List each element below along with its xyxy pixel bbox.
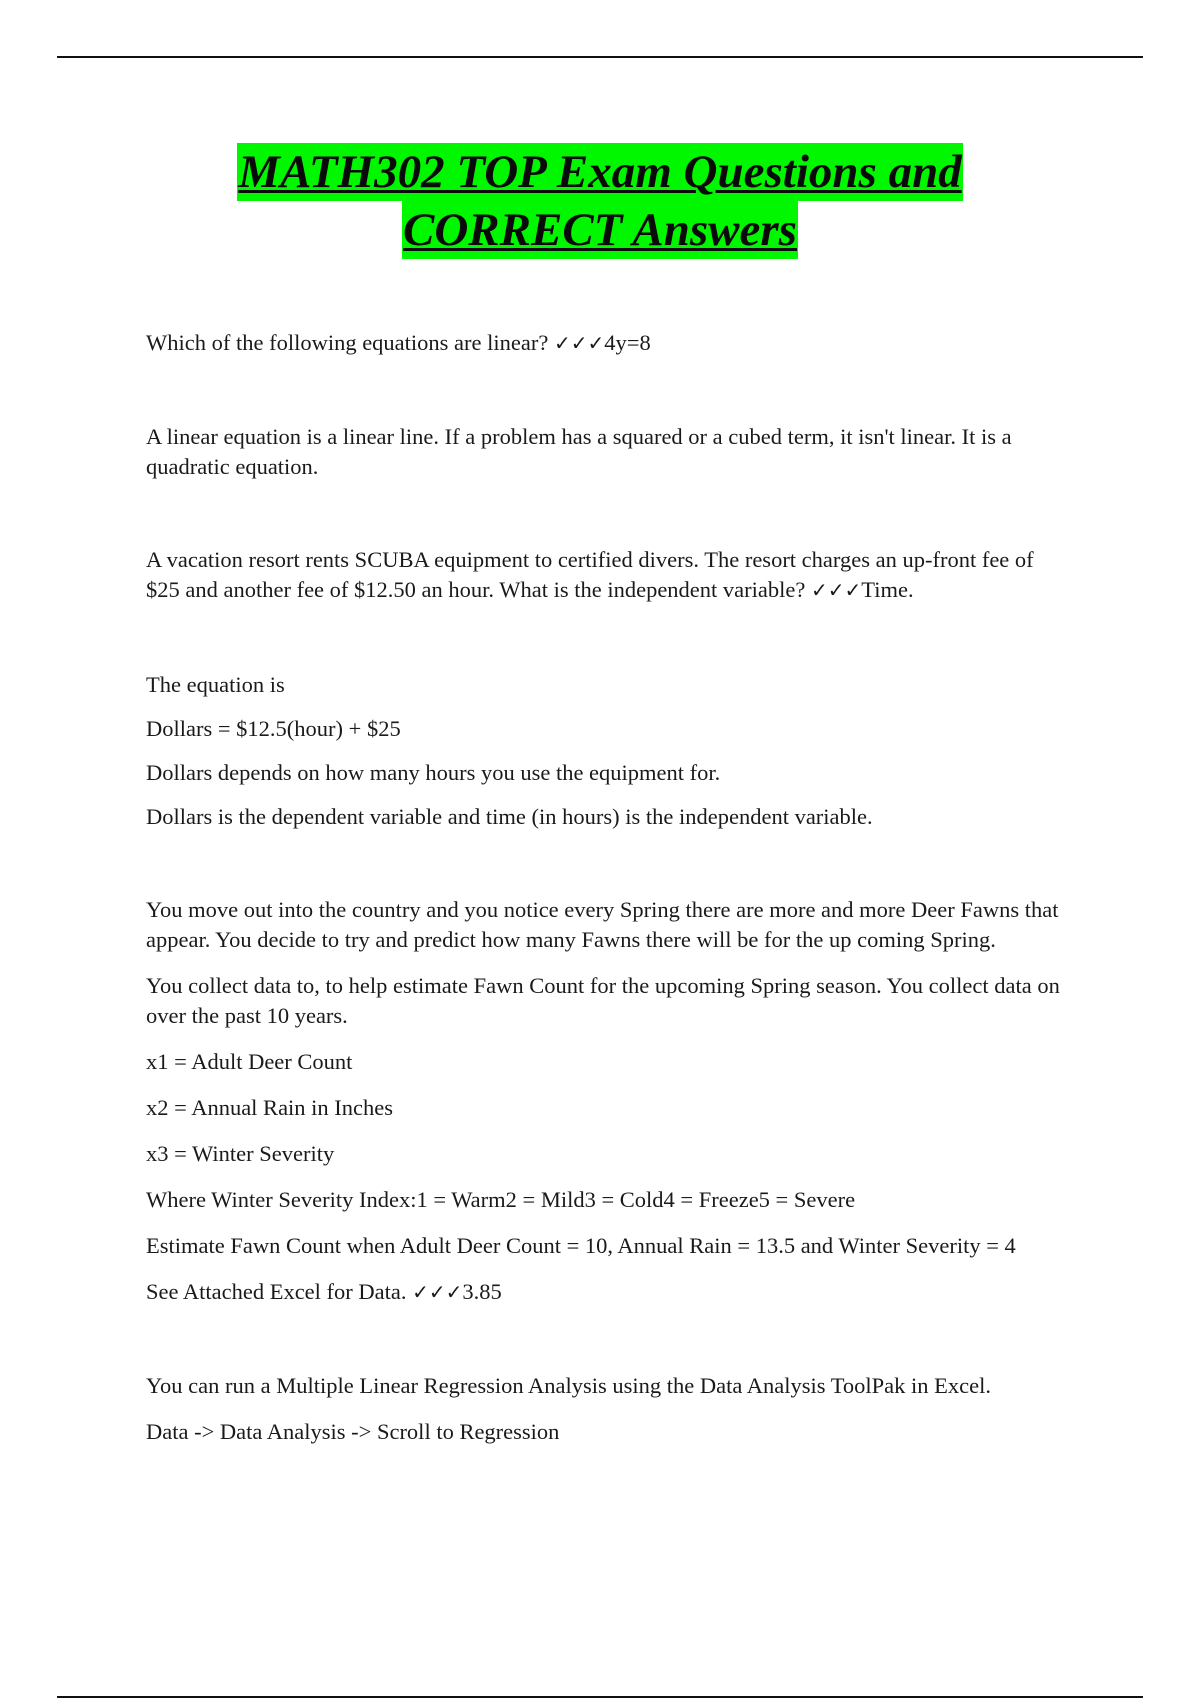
question-2-answer: Time. <box>861 577 914 602</box>
equation-note-2: Dollars is the dependent variable and time (in hours) is the independent variable. <box>146 804 873 829</box>
severity-index: Where Winter Severity Index:1 = Warm2 = Mild3 = Cold4 = Freeze5 = Severe <box>146 1187 856 1212</box>
document-title <box>0 143 1200 259</box>
question-2-text: A vacation resort rents SCUBA equipment to certified divers. The resort charges an up-front fee of $25 and another fee of $12.50 an hour. What is the independent variable? <box>146 547 1034 602</box>
question-3-answer: 3.85 <box>462 1279 502 1304</box>
title-line-2: CORRECT Answers <box>402 201 798 259</box>
equation-intro: The equation is <box>146 672 285 697</box>
question-3-answer-line <box>146 1277 1061 1307</box>
document-body <box>146 328 1061 1447</box>
regression-note: You can run a Multiple Linear Regression Analysis using the Data Analysis ToolPak in Excel. <box>146 1373 991 1398</box>
see-attached: See Attached Excel for Data. <box>146 1279 413 1304</box>
question-1 <box>146 328 1061 358</box>
bottom-rule <box>57 1696 1143 1698</box>
equation: Dollars = $12.5(hour) + $25 <box>146 716 401 741</box>
estimate-prompt: Estimate Fawn Count when Adult Deer Count = 10, Annual Rain = 13.5 and Winter Severity = 4 <box>146 1233 1016 1258</box>
variable-x1: x1 = Adult Deer Count <box>146 1049 353 1074</box>
regression-steps: Data -> Data Analysis -> Scroll to Regression <box>146 1419 560 1444</box>
title-line-1: MATH302 TOP Exam Questions and <box>237 143 962 201</box>
question-3-collect: You collect data to, to help estimate Fawn Count for the upcoming Spring season. You collect data on over the past 10 years. <box>146 973 1060 1028</box>
equation-note-1: Dollars depends on how many hours you use the equipment for. <box>146 760 721 785</box>
question-1-text: Which of the following equations are linear? <box>146 330 554 355</box>
question-2 <box>146 545 1061 605</box>
question-1-explanation: A linear equation is a linear line. If a problem has a squared or a cubed term, it isn't linear. It is a quadratic equation. <box>146 424 1012 479</box>
checkmark-icon: ✓✓✓ <box>412 1280 463 1304</box>
question-3-intro: You move out into the country and you notice every Spring there are more and more Deer Fawns that appear. You decide to try and predict how many Fawns there will be for the up coming Spring. <box>146 897 1059 952</box>
checkmark-icon: ✓✓✓ <box>811 578 862 602</box>
checkmark-icon: ✓✓✓ <box>553 331 605 355</box>
question-1-answer: 4y=8 <box>604 330 651 355</box>
top-rule <box>57 56 1143 58</box>
variable-x3: x3 = Winter Severity <box>146 1141 335 1166</box>
variable-x2: x2 = Annual Rain in Inches <box>146 1095 394 1120</box>
